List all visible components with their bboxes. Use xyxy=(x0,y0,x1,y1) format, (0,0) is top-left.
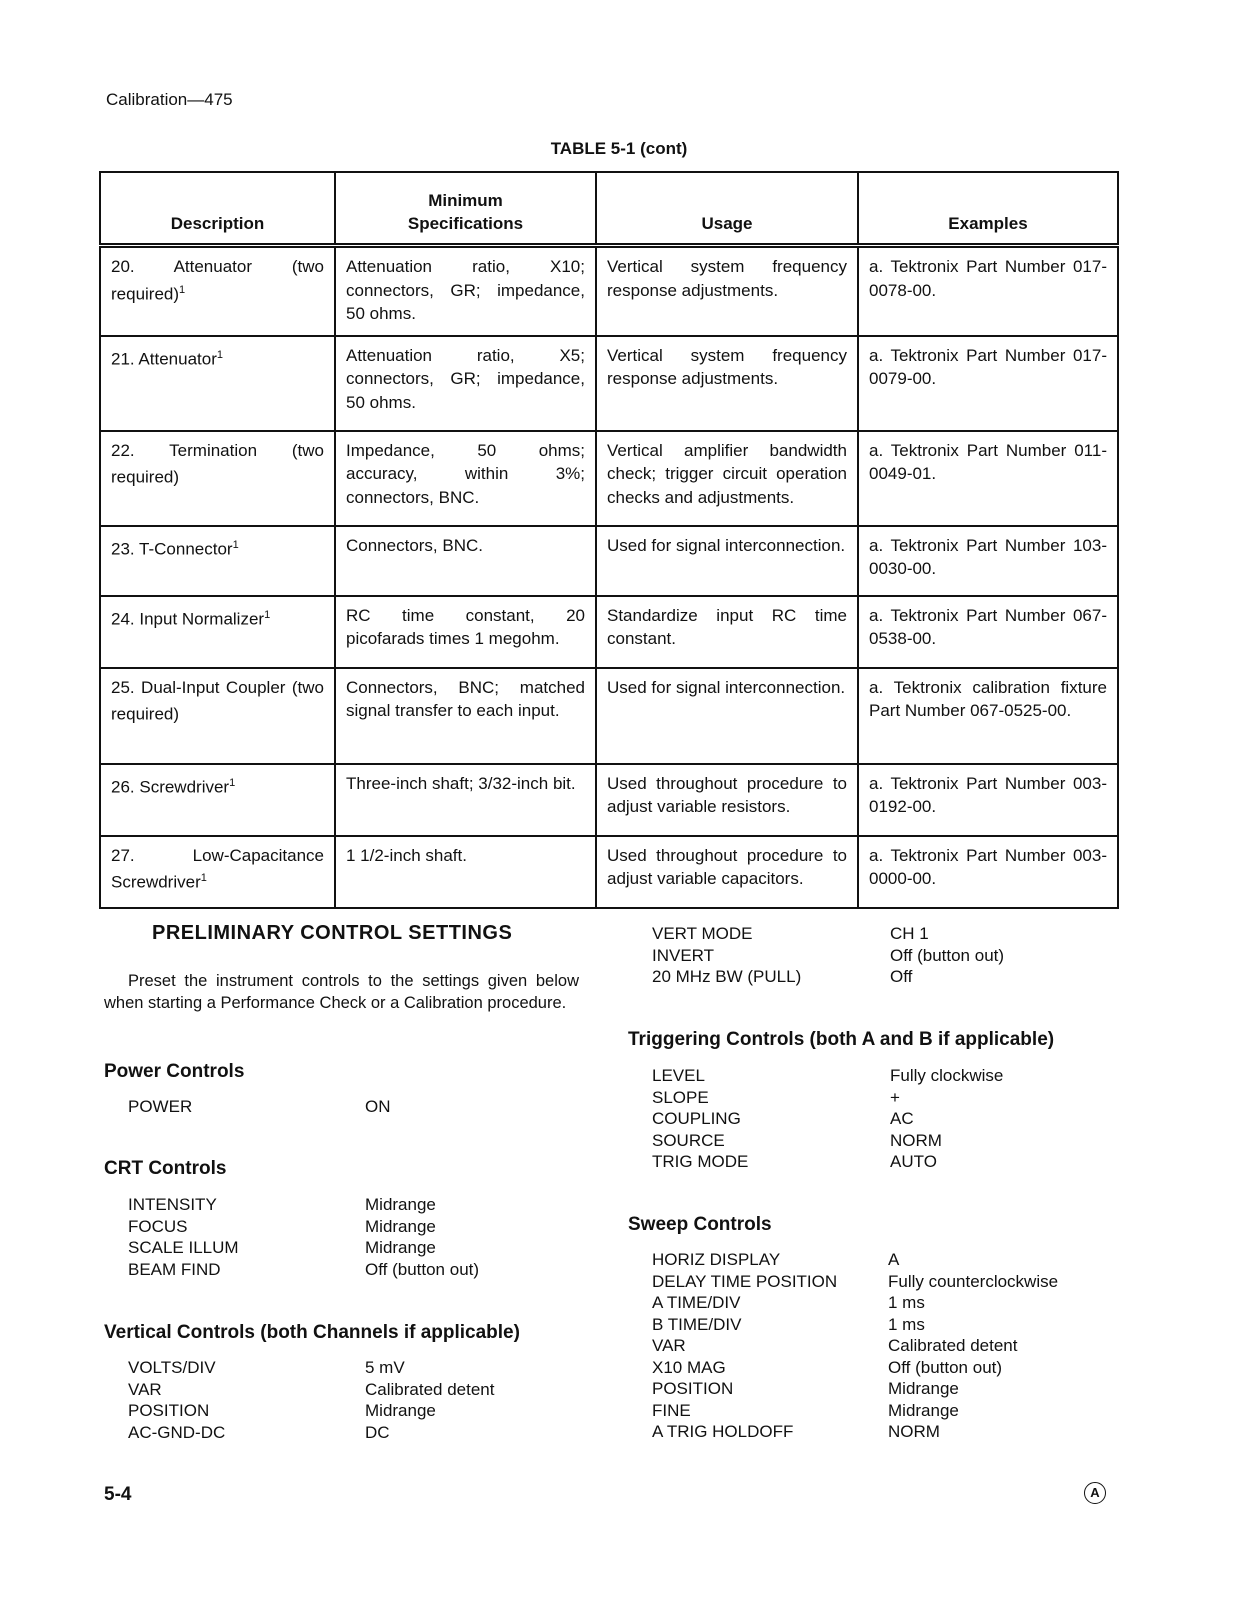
setting-row xyxy=(652,966,1102,988)
running-head: Calibration—475 xyxy=(106,90,233,109)
setting-value: ON xyxy=(365,1097,391,1116)
cell-examples: a. Tektronix Part Number 003-0192-00. xyxy=(858,764,1118,836)
setting-value: Midrange xyxy=(888,1379,959,1398)
table-row xyxy=(100,596,1118,668)
table-row xyxy=(100,246,1118,336)
table-row xyxy=(100,336,1118,431)
setting-row xyxy=(652,1378,1102,1400)
cell-usage: Used for signal interconnection. xyxy=(596,526,858,596)
page-number: 5-4 xyxy=(104,1484,132,1505)
setting-value: NORM xyxy=(888,1422,940,1441)
table-row xyxy=(100,668,1118,764)
power-controls-list xyxy=(128,1096,568,1118)
setting-value: Midrange xyxy=(365,1195,436,1214)
setting-value: Off xyxy=(890,967,913,986)
setting-name: VAR xyxy=(128,1379,162,1399)
setting-row xyxy=(128,1194,568,1216)
setting-name: 20 MHz BW (PULL) xyxy=(652,967,802,986)
preliminary-title: PRELIMINARY CONTROL SETTINGS xyxy=(152,922,513,944)
setting-row xyxy=(128,1216,568,1238)
setting-name: HORIZ DISPLAY xyxy=(652,1250,781,1269)
triggering-controls-list xyxy=(652,1065,1102,1173)
setting-row xyxy=(652,1130,1102,1152)
setting-name: TRIG MODE xyxy=(652,1152,749,1171)
setting-row xyxy=(652,1271,1102,1293)
table-row xyxy=(100,526,1118,596)
setting-name: VERT MODE xyxy=(652,924,753,943)
setting-name: FOCUS xyxy=(128,1216,188,1236)
setting-row xyxy=(652,1314,1102,1336)
vertical-controls-list xyxy=(128,1357,568,1443)
setting-name: X10 MAG xyxy=(652,1357,726,1377)
footnote-marker: 1 xyxy=(179,283,186,296)
table-row xyxy=(100,431,1118,526)
cell-description: 26. Screwdriver$^1$ xyxy=(100,764,335,836)
cell-specifications: Impedance, 50 ohms; accuracy, within 3%; connectors, BNC. xyxy=(335,431,596,526)
footnote-marker: 1 xyxy=(229,776,236,789)
cell-examples: a. Tektronix Part Number 103-0030-00. xyxy=(858,526,1118,596)
setting-value: Midrange xyxy=(365,1216,436,1236)
setting-value: AC xyxy=(890,1109,914,1128)
equipment-table xyxy=(99,171,1119,909)
setting-row xyxy=(652,1421,1102,1443)
setting-name: COUPLING xyxy=(652,1109,741,1128)
cell-usage: Vertical system frequency response adjustments. xyxy=(596,246,858,336)
col-header-examples: Examples xyxy=(858,172,1118,246)
setting-name: DELAY TIME POSITION xyxy=(652,1271,838,1291)
setting-row xyxy=(652,923,1102,945)
footnote-marker: 1 xyxy=(200,872,207,884)
setting-name: POWER xyxy=(128,1097,193,1116)
setting-row xyxy=(128,1096,568,1118)
table-row xyxy=(100,764,1118,836)
setting-value: NORM xyxy=(890,1130,942,1150)
setting-name: INVERT xyxy=(652,945,715,965)
setting-name: AC-GND-DC xyxy=(128,1422,226,1442)
setting-row xyxy=(652,1065,1102,1087)
setting-value: 5 mV xyxy=(365,1358,405,1377)
setting-value: DC xyxy=(365,1422,390,1442)
setting-row xyxy=(652,945,1102,967)
setting-row xyxy=(652,1151,1102,1173)
revision-mark: A xyxy=(1084,1482,1106,1504)
cell-description: 27. Low-Capacitance Screwdriver$^1$ xyxy=(100,836,335,908)
cell-examples: a. Tektronix Part Number 017-0079-00. xyxy=(858,336,1118,431)
setting-name: BEAM FIND xyxy=(128,1259,221,1279)
table-row xyxy=(100,836,1118,908)
setting-value: Fully counterclockwise xyxy=(888,1271,1059,1291)
footnote-marker: 1 xyxy=(216,348,223,361)
cell-description: 22. Termination (two required) xyxy=(100,431,335,526)
sweep-controls-heading: Sweep Controls xyxy=(628,1214,772,1235)
setting-name: VAR xyxy=(652,1336,686,1355)
col-header-usage: Usage xyxy=(596,172,858,246)
setting-name: B TIME/DIV xyxy=(652,1314,742,1334)
vert-mode-list xyxy=(652,923,1102,988)
setting-row xyxy=(652,1357,1102,1379)
cell-specifications: Three-inch shaft; 3/32-inch bit. xyxy=(335,764,596,836)
crt-controls-list xyxy=(128,1194,568,1280)
setting-value: Off (button out) xyxy=(888,1357,1003,1377)
col-header-specifications: Minimum Specifications xyxy=(335,172,596,246)
cell-specifications: RC time constant, 20 picofarads times 1 megohm. xyxy=(335,596,596,668)
table-caption: TABLE 5-1 (cont) xyxy=(550,139,688,158)
cell-specifications: Attenuation ratio, X5; connectors, GR; impedance, 50 ohms. xyxy=(335,336,596,431)
cell-usage: Used throughout procedure to adjust variable capacitors. xyxy=(596,836,858,908)
cell-description: 20. Attenuator (two required)$^1$ xyxy=(100,246,335,336)
setting-value: + xyxy=(890,1087,900,1107)
setting-row xyxy=(128,1237,568,1259)
setting-name: FINE xyxy=(652,1400,691,1420)
setting-row xyxy=(128,1400,568,1422)
setting-name: SOURCE xyxy=(652,1130,725,1150)
setting-name: LEVEL xyxy=(652,1066,705,1085)
cell-description: 25. Dual-Input Coupler (two required) xyxy=(100,668,335,764)
setting-name: VOLTS/DIV xyxy=(128,1358,216,1377)
cell-specifications: Connectors, BNC. xyxy=(335,526,596,596)
col-header-description: Description xyxy=(100,172,335,246)
footnote-marker: 1 xyxy=(264,608,271,621)
setting-value: Midrange xyxy=(365,1238,436,1257)
setting-name: A TRIG HOLDOFF xyxy=(652,1422,794,1441)
crt-controls-heading: CRT Controls xyxy=(104,1158,227,1179)
setting-name: A TIME/DIV xyxy=(652,1293,741,1312)
table-header-row xyxy=(100,172,1118,246)
setting-value: A xyxy=(888,1250,900,1269)
cell-examples: a. Tektronix Part Number 067-0538-00. xyxy=(858,596,1118,668)
sweep-controls-list xyxy=(652,1249,1102,1443)
setting-value: Fully clockwise xyxy=(890,1066,1004,1085)
setting-value: Calibrated detent xyxy=(365,1379,495,1399)
cell-usage: Vertical amplifier bandwidth check; trigger circuit operation checks and adjustments. xyxy=(596,431,858,526)
cell-usage: Used throughout procedure to adjust variable resistors. xyxy=(596,764,858,836)
cell-examples: a. Tektronix Part Number 003-0000-00. xyxy=(858,836,1118,908)
cell-specifications: Attenuation ratio, X10; connectors, GR; impedance, 50 ohms. xyxy=(335,246,596,336)
setting-value: Midrange xyxy=(888,1400,959,1420)
setting-row xyxy=(128,1357,568,1379)
setting-value: Midrange xyxy=(365,1401,436,1420)
cell-examples: a. Tektronix Part Number 011-0049-01. xyxy=(858,431,1118,526)
triggering-controls-heading: Triggering Controls (both A and B if applicable) xyxy=(628,1029,1055,1050)
cell-description: 24. Input Normalizer$^1$ xyxy=(100,596,335,668)
setting-row xyxy=(652,1400,1102,1422)
setting-row xyxy=(652,1087,1102,1109)
power-controls-heading: Power Controls xyxy=(104,1061,245,1082)
cell-description: 23. T-Connector$^1$ xyxy=(100,526,335,596)
cell-examples: a. Tektronix calibration fixture Part Number 067-0525-00. xyxy=(858,668,1118,764)
cell-description: 21. Attenuator$^1$ xyxy=(100,336,335,431)
cell-examples: a. Tektronix Part Number 017-0078-00. xyxy=(858,246,1118,336)
setting-value: Off (button out) xyxy=(365,1259,480,1279)
setting-row xyxy=(652,1108,1102,1130)
preliminary-intro: Preset the instrument controls to the settings given below when starting a Performance Check or a Calibration procedure. xyxy=(104,972,579,1012)
setting-name: POSITION xyxy=(128,1401,210,1420)
setting-value: AUTO xyxy=(890,1152,937,1171)
cell-usage: Standardize input RC time constant. xyxy=(596,596,858,668)
setting-value: Off (button out) xyxy=(890,945,1005,965)
cell-specifications: 1 1/2-inch shaft. xyxy=(335,836,596,908)
setting-row xyxy=(652,1249,1102,1271)
setting-row xyxy=(652,1292,1102,1314)
setting-value: Calibrated detent xyxy=(888,1336,1018,1355)
vertical-controls-heading: Vertical Controls (both Channels if applicable) xyxy=(104,1322,520,1343)
setting-name: SLOPE xyxy=(652,1087,709,1107)
setting-row xyxy=(652,1335,1102,1357)
cell-specifications: Connectors, BNC; matched signal transfer to each input. xyxy=(335,668,596,764)
setting-row xyxy=(128,1422,568,1444)
setting-row xyxy=(128,1259,568,1281)
setting-value: CH 1 xyxy=(890,924,929,943)
footnote-marker: 1 xyxy=(232,538,239,551)
setting-name: INTENSITY xyxy=(128,1195,217,1214)
cell-usage: Used for signal interconnection. xyxy=(596,668,858,764)
cell-usage: Vertical system frequency response adjustments. xyxy=(596,336,858,431)
setting-value: 1 ms xyxy=(888,1314,925,1334)
setting-name: POSITION xyxy=(652,1379,734,1398)
setting-value: 1 ms xyxy=(888,1293,925,1312)
setting-name: SCALE ILLUM xyxy=(128,1238,239,1257)
setting-row xyxy=(128,1379,568,1401)
